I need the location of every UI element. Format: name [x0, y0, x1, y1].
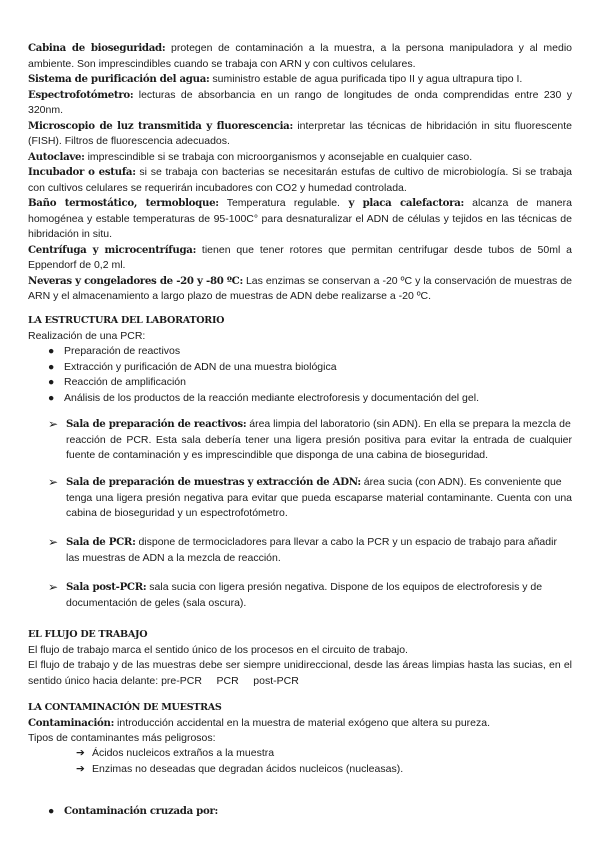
sala-pcr: ➢ Sala de PCR: dispone de termocicladores para llevar a cabo la PCR y un espacio de trabajo para añadir las muestras de ADN a la mezcla de reacción. [48, 535, 557, 564]
equipment-item: Microscopio de luz transmitida y fluorescencia: interpretar las técnicas de hibridación in situ fluorescente (FISH). Filtros de fluorescencia adecuados. [28, 119, 572, 147]
list-item: ➔ Ácidos nucleicos extraños a la muestra [76, 746, 403, 762]
list-item: ● Análisis de los productos de la reacción mediante electroforesis y documentación del gel. [48, 391, 479, 407]
arrow-right-icon: ➢ [48, 475, 59, 489]
equipment-item: Sistema de purificación del agua: suministro estable de agua purificada tipo II y agua ultrapura tipo I. [28, 73, 523, 85]
equipment-item: Autoclave: imprescindible si se trabaja con microorganismos y aconsejable en cualquier caso. [28, 150, 473, 163]
arrow-right-icon: ➔ [76, 747, 85, 759]
term-microscopio: Microscopio de luz transmitida y fluorescencia: [28, 119, 293, 132]
list-item: ● Contaminación cruzada por: [48, 804, 218, 820]
term-agua: Sistema de purificación del agua: [28, 73, 210, 85]
section-flujo [28, 627, 575, 689]
list-item: ● Extracción y purificación de ADN de una muestra biológica [48, 360, 479, 376]
equipment-list [28, 41, 572, 305]
paragraph: Tipos de contaminantes más peligrosos: [28, 732, 216, 744]
equipment-item: Cabina de bioseguridad: protegen de contaminación a la muestra, a la persona manipuladora y al medio ambiente. Son imprescindibles cuando se trabaja con ARN y con cultivos celulares. [28, 42, 572, 70]
list-item: ➔ Enzimas no deseadas que degradan ácidos nucleicos (nucleasas). [76, 762, 403, 778]
contaminantes-list [76, 746, 403, 777]
sala-post-pcr: ➢ Sala post-PCR: sala sucia con ligera presión negativa. Dispone de los equipos de electroforesis y de documentación de geles (sala oscura). [48, 580, 543, 609]
paragraph: El flujo de trabajo marca el sentido único de los procesos en el circuito de trabajo. [28, 643, 408, 656]
term-centrifuga: Centrífuga y microcentrífuga: [28, 243, 197, 256]
equipment-item: Baño termostático, termobloque: Temperatura regulable. y placa calefactora: alcanza de manera homogénea y estable temperaturas de 95-100C° para desnaturalizar el ADN de células y tejidos en las técnicas de hibridación in situ. [28, 197, 572, 240]
bullet-icon: ● [48, 805, 55, 817]
equipment-item: Incubador o estufa: si se trabaja con bacterias se necesitarán estufas de cultivo de microbiología. Si se trabaja con cultivos celulares se requerirán incubadores con CO2 y humedad controlada. [28, 166, 573, 194]
list-item: ● Reacción de amplificación [48, 375, 479, 391]
sala-reactivos: ➢ Sala de preparación de reactivos: área limpia del laboratorio (sin ADN). En ella se prepara la mezcla de reacción de PCR. Esta sala debería tener una ligera presión positiva para evitar la entrada de cualquier fuente de contaminación y es imprescindible que disponga de una cabina de bioseguridad. [48, 417, 572, 461]
arrow-right-icon: ➢ [48, 580, 59, 594]
arrow-right-icon: ➔ [76, 762, 85, 775]
bullet-icon: ● [48, 391, 55, 404]
bullet-icon: ● [48, 376, 55, 388]
paragraph: El flujo de trabajo y de las muestras debe ser siempre unidireccional, desde las áreas limpias hasta las sucias, en el sentido único hacia delante: pre-PCR PCR post-PCR [28, 659, 575, 687]
term-cabina: Cabina de bioseguridad: [28, 42, 166, 54]
equipment-item: Espectrofotómetro: lecturas de absorbancia en un rango de longitudes de onda comprendidas entre 230 y 320nm. [28, 88, 572, 116]
list-item: ● Preparación de reactivos [48, 344, 479, 360]
section-heading: LA CONTAMINACIÓN DE MUESTRAS [28, 702, 222, 713]
bullet-icon: ● [48, 345, 55, 357]
section-contaminacion [28, 700, 572, 747]
definition: Contaminación: introducción accidental en la muestra de material exógeno que altera su pureza. [28, 716, 491, 729]
cruzada-list [48, 804, 218, 820]
term-placa: y placa calefactora: [339, 197, 464, 209]
section-heading: LA ESTRUCTURA DEL LABORATORIO [28, 315, 225, 326]
section-intro: Realización de una PCR: [28, 329, 146, 342]
equipment-item: Centrífuga y microcentrífuga: tienen que tener rotores que permitan centrifugar desde tubos de 50ml a Eppendorf de 0,2 ml. [28, 243, 573, 271]
term-neveras: Neveras y congeladores de -20 y -80 ºC: [28, 274, 243, 287]
term-autoclave: Autoclave: [28, 150, 85, 163]
term-incubador: Incubador o estufa: [28, 166, 136, 178]
section-estructura [28, 313, 572, 344]
term-espectrofotometro: Espectrofotómetro: [28, 88, 134, 101]
term-bano: Baño termostático, termobloque: [28, 197, 219, 209]
arrow-right-icon: ➢ [48, 417, 59, 431]
sala-muestras: ➢ Sala de preparación de muestras y extracción de ADN: área sucia (con ADN). Es conveniente que tenga una ligera presión negativa para evitar que pueda escaparse material contaminante. Cuenta con una cabina de bioseguridad y un espectrofotómetro. [48, 475, 572, 519]
equipment-item: Neveras y congeladores de -20 y -80 ºC: Las enzimas se conservan a -20 ºC y la conservación de muestras de ARN y el almacenamiento a largo plazo de muestras de ADN debe realizarse a -20 ºC. [28, 274, 572, 302]
pcr-steps-list [48, 344, 479, 406]
section-heading: EL FLUJO DE TRABAJO [28, 629, 148, 640]
arrow-right-icon: ➢ [48, 535, 59, 549]
bullet-icon: ● [48, 360, 55, 373]
